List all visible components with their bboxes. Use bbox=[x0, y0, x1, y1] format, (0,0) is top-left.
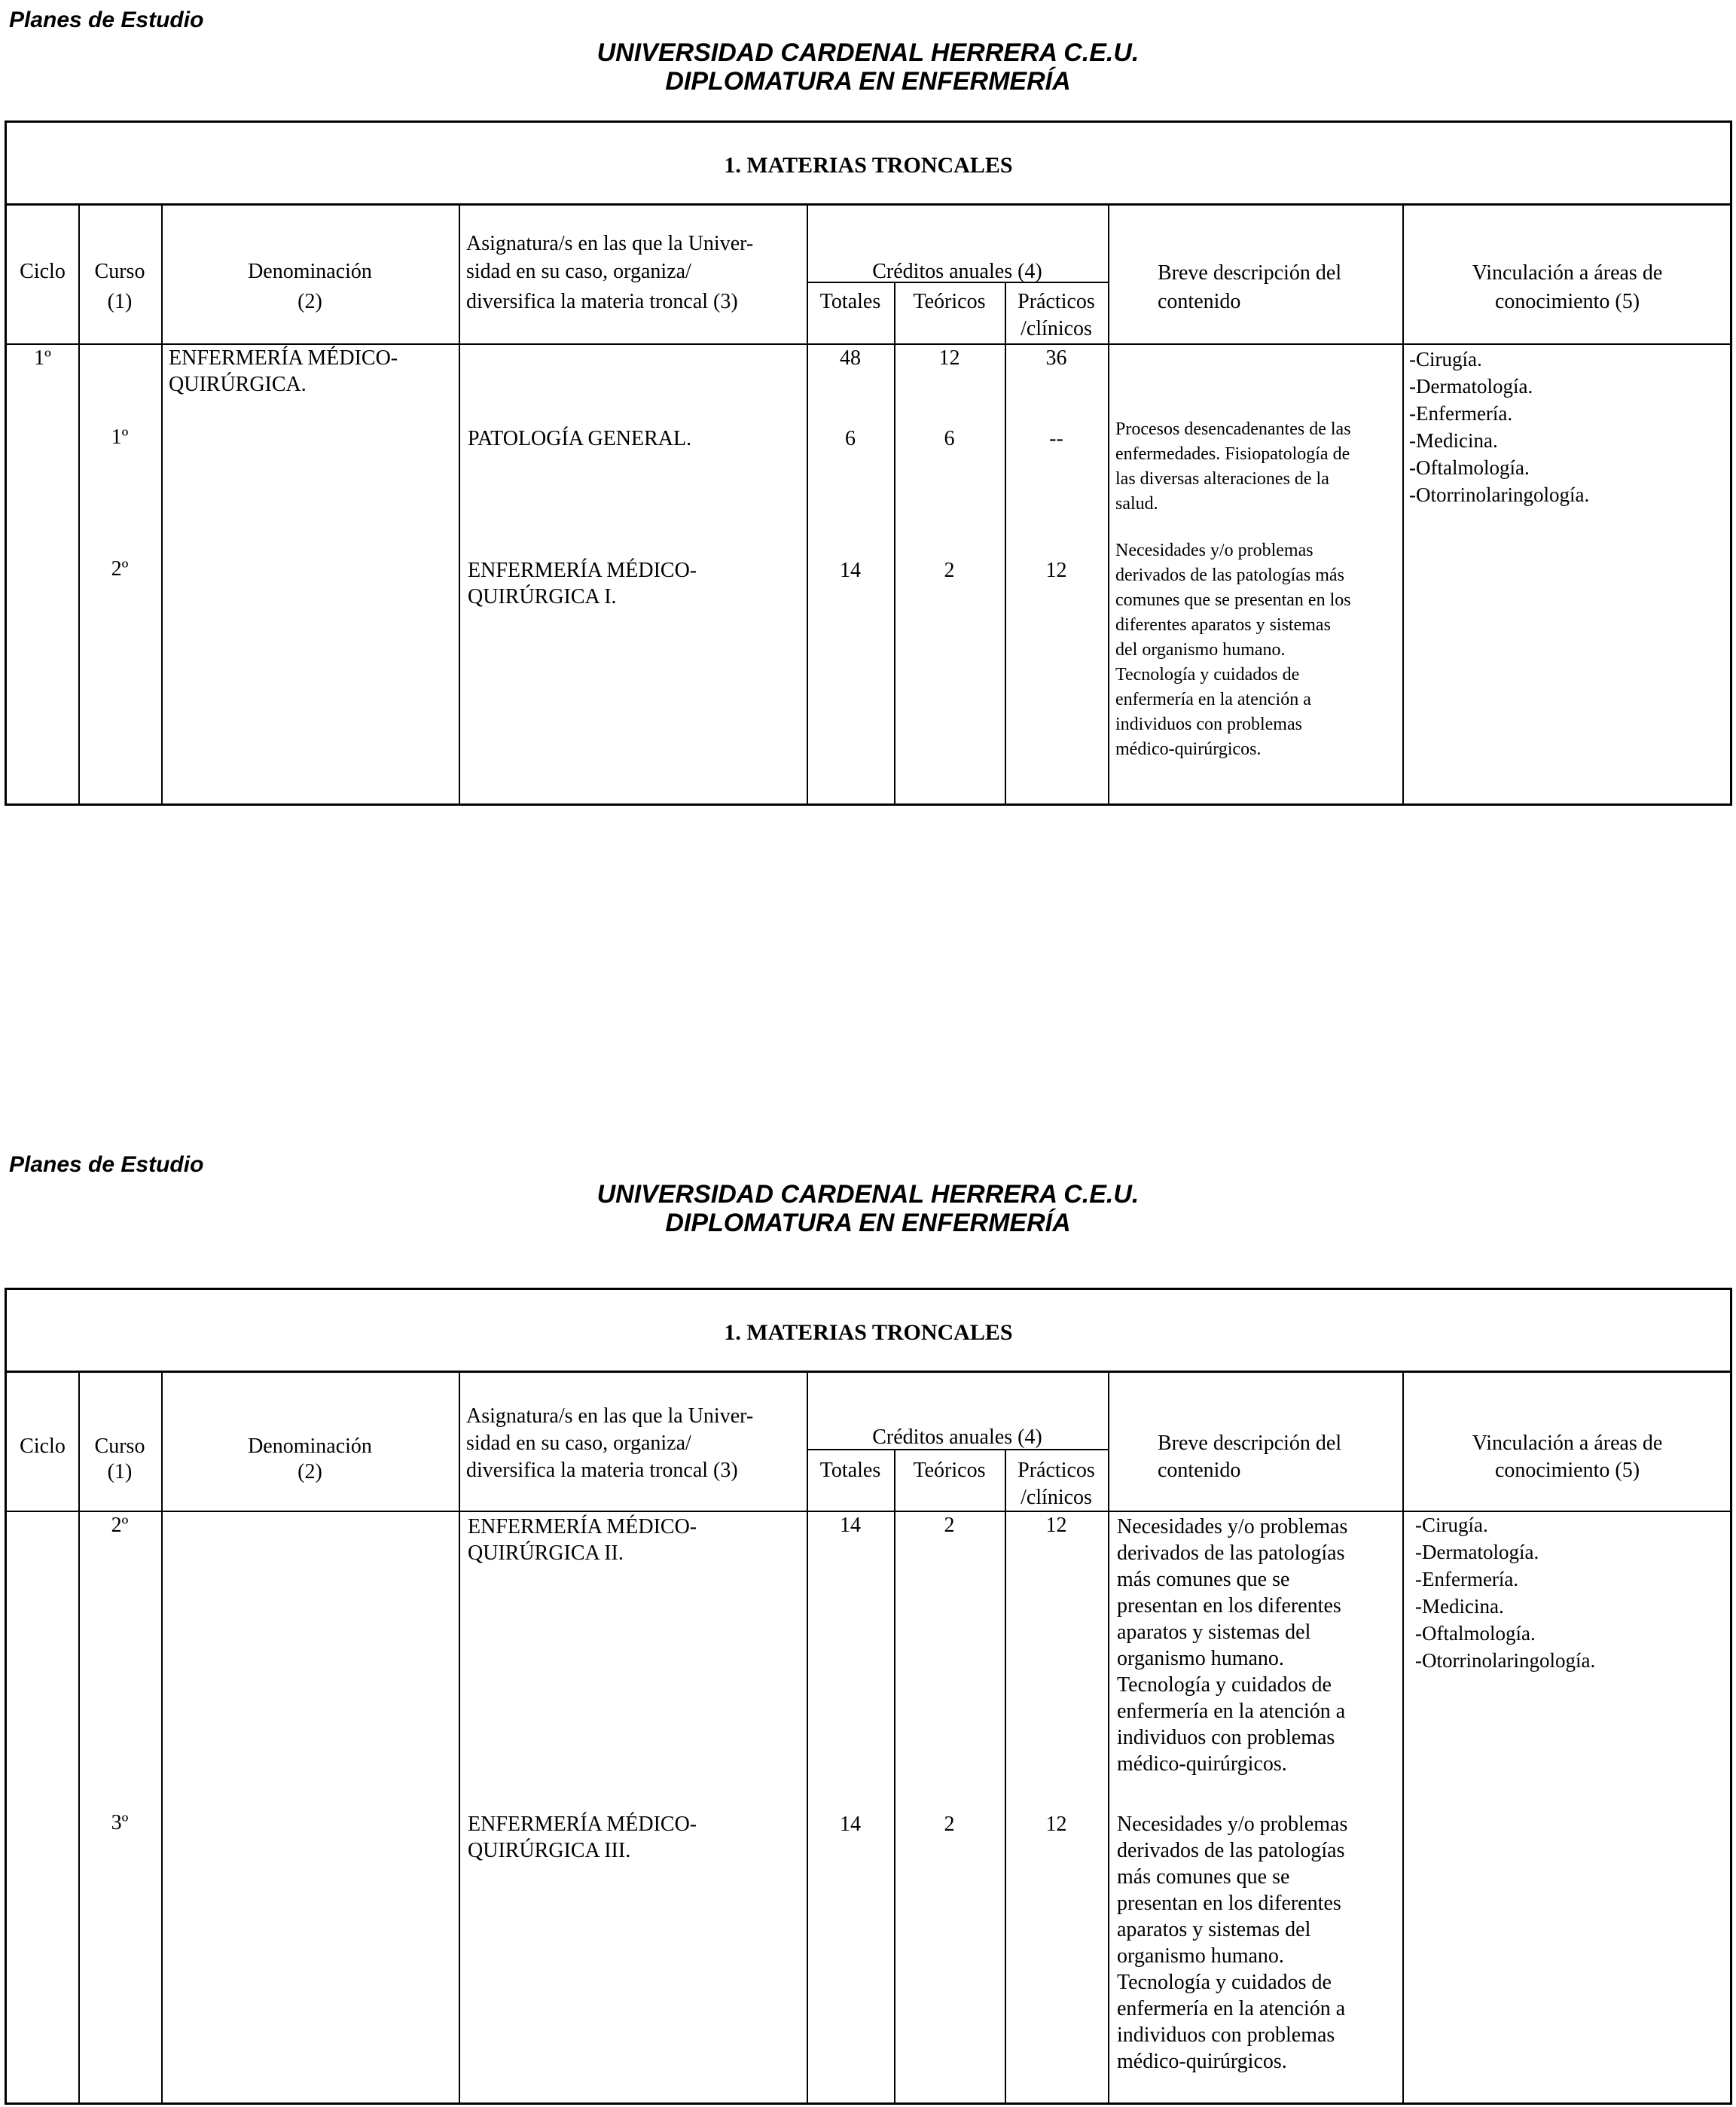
area-item: -Oftalmología. bbox=[1409, 456, 1530, 479]
area-item: -Enfermería. bbox=[1409, 402, 1513, 425]
area-item: -Medicina. bbox=[1409, 429, 1498, 452]
header-curso: Curso bbox=[94, 260, 145, 283]
asignatura-value: ENFERMERÍA MÉDICO- bbox=[468, 1515, 697, 1538]
curso-value: 2º bbox=[111, 557, 129, 581]
header-denominacion-note: (2) bbox=[297, 1460, 322, 1483]
descripcion-line: Tecnología y cuidados de bbox=[1117, 1971, 1332, 1994]
header-curso-note: (1) bbox=[107, 1460, 133, 1483]
header-asignatura: Asignatura/s en las que la Univer- bbox=[466, 1404, 754, 1428]
descripcion-line: organismo humano. bbox=[1117, 1647, 1284, 1670]
page-2 bbox=[0, 1145, 1736, 2107]
area-item: -Dermatología. bbox=[1415, 1541, 1539, 1563]
header-vinculacion: Vinculación a áreas de bbox=[1472, 261, 1663, 285]
header-teoricos: Teóricos bbox=[913, 290, 986, 313]
descripcion-line: Necesidades y/o problemas bbox=[1117, 1813, 1348, 1836]
table-title: 1. MATERIAS TRONCALES bbox=[724, 153, 1013, 178]
denominacion-value: ENFERMERÍA MÉDICO- bbox=[169, 346, 398, 370]
totales-value: 14 bbox=[840, 559, 861, 582]
university-title: UNIVERSIDAD CARDENAL HERRERA C.E.U. bbox=[596, 38, 1140, 67]
descripcion-line: enfermedades. Fisiopatología de bbox=[1115, 444, 1350, 464]
title-divider bbox=[7, 1371, 1730, 1373]
header-curso-note: (1) bbox=[107, 290, 133, 313]
header-denominacion-note: (2) bbox=[297, 290, 322, 313]
asignatura-value: QUIRÚRGICA I. bbox=[468, 585, 617, 608]
descripcion-line: Procesos desencadenantes de las bbox=[1115, 419, 1351, 439]
header-descripcion: contenido bbox=[1158, 1459, 1241, 1482]
col-divider bbox=[459, 1373, 460, 2102]
descripcion-line: del organismo humano. bbox=[1115, 640, 1286, 660]
header-creditos: Créditos anuales (4) bbox=[872, 1426, 1042, 1449]
descripcion-line: presentan en los diferentes bbox=[1117, 1594, 1341, 1618]
totales-value: 48 bbox=[840, 346, 861, 370]
header-teoricos: Teóricos bbox=[913, 1459, 986, 1482]
area-item: -Otorrinolaringología. bbox=[1415, 1649, 1596, 1672]
asignatura-value: QUIRÚRGICA II. bbox=[468, 1541, 624, 1565]
header-practicos: Prácticos bbox=[1017, 290, 1095, 313]
col-divider bbox=[1005, 1449, 1006, 2102]
descripcion-line: aparatos y sistemas del bbox=[1117, 1918, 1311, 1941]
descripcion-line: organismo humano. bbox=[1117, 1944, 1284, 1968]
header-practicos: /clínicos bbox=[1021, 317, 1092, 340]
descripcion-line: aparatos y sistemas del bbox=[1117, 1621, 1311, 1644]
area-item: -Dermatología. bbox=[1409, 375, 1533, 398]
header-descripcion: Breve descripción del bbox=[1158, 261, 1342, 285]
header-practicos: Prácticos bbox=[1017, 1459, 1095, 1482]
descripcion-line: individuos con problemas bbox=[1115, 715, 1302, 734]
descripcion-line: enfermería en la atención a bbox=[1117, 1700, 1346, 1723]
header-creditos: Créditos anuales (4) bbox=[872, 260, 1042, 283]
courses-table bbox=[5, 1288, 1732, 2105]
descripcion-line: individuos con problemas bbox=[1117, 2023, 1335, 2047]
descripcion-line: individuos con problemas bbox=[1117, 1726, 1335, 1749]
asignatura-value: PATOLOGÍA GENERAL. bbox=[468, 427, 692, 450]
header-denominacion: Denominación bbox=[248, 1435, 372, 1458]
practicos-value: 12 bbox=[1045, 1813, 1067, 1836]
teoricos-value: 6 bbox=[944, 427, 955, 450]
title-divider bbox=[7, 203, 1730, 206]
courses-table bbox=[5, 120, 1732, 806]
descripcion-line: médico-quirúrgicos. bbox=[1117, 2050, 1287, 2073]
practicos-value: -- bbox=[1049, 427, 1063, 450]
header-descripcion: contenido bbox=[1158, 290, 1241, 313]
asignatura-value: QUIRÚRGICA III. bbox=[468, 1839, 631, 1862]
page-1 bbox=[0, 0, 1736, 828]
area-item: -Enfermería. bbox=[1415, 1568, 1519, 1590]
header-ciclo: Ciclo bbox=[20, 260, 66, 283]
teoricos-value: 2 bbox=[944, 559, 955, 582]
descripcion-line: las diversas alteraciones de la bbox=[1115, 469, 1329, 489]
descripcion-line: salud. bbox=[1115, 494, 1158, 514]
plan-label: Planes de Estudio bbox=[9, 1152, 204, 1177]
descripcion-line: comunes que se presentan en los bbox=[1115, 590, 1351, 610]
header-asignatura: diversifica la materia troncal (3) bbox=[466, 290, 738, 313]
descripcion-line: enfermería en la atención a bbox=[1115, 690, 1311, 709]
header-descripcion: Breve descripción del bbox=[1158, 1432, 1342, 1455]
col-divider bbox=[894, 1449, 895, 2102]
area-item: -Otorrinolaringología. bbox=[1409, 483, 1590, 506]
totales-value: 6 bbox=[845, 427, 856, 450]
teoricos-value: 2 bbox=[944, 1813, 955, 1836]
descripcion-line: Tecnología y cuidados de bbox=[1115, 665, 1300, 685]
descripcion-line: más comunes que se bbox=[1117, 1568, 1290, 1591]
practicos-value: 36 bbox=[1045, 346, 1067, 370]
descripcion-line: Necesidades y/o problemas bbox=[1117, 1515, 1348, 1538]
descripcion-line: derivados de las patologías más bbox=[1115, 566, 1344, 585]
university-title: UNIVERSIDAD CARDENAL HERRERA C.E.U. bbox=[596, 1180, 1140, 1209]
header-denominacion: Denominación bbox=[248, 260, 372, 283]
descripcion-line: diferentes aparatos y sistemas bbox=[1115, 615, 1331, 635]
header-asignatura: Asignatura/s en las que la Univer- bbox=[466, 232, 754, 255]
area-item: -Oftalmología. bbox=[1415, 1622, 1536, 1645]
header-asignatura: sidad en su caso, organiza/ bbox=[466, 1432, 691, 1455]
practicos-value: 12 bbox=[1045, 1514, 1067, 1537]
descripcion-line: derivados de las patologías bbox=[1117, 1541, 1345, 1565]
col-divider bbox=[459, 206, 460, 803]
header-curso: Curso bbox=[94, 1435, 145, 1458]
area-item: -Medicina. bbox=[1415, 1595, 1504, 1618]
degree-title: DIPLOMATURA EN ENFERMERÍA bbox=[665, 1209, 1071, 1237]
plan-label: Planes de Estudio bbox=[9, 8, 204, 32]
header-vinculacion: Vinculación a áreas de bbox=[1472, 1432, 1663, 1455]
descripcion-line: derivados de las patologías bbox=[1117, 1839, 1345, 1862]
curso-value: 3º bbox=[111, 1811, 129, 1834]
teoricos-value: 2 bbox=[944, 1514, 955, 1537]
descripcion-line: enfermería en la atención a bbox=[1117, 1997, 1346, 2020]
degree-title: DIPLOMATURA EN ENFERMERÍA bbox=[665, 67, 1071, 96]
practicos-value: 12 bbox=[1045, 559, 1067, 582]
col-divider bbox=[1108, 1373, 1109, 2102]
descripcion-line: médico-quirúrgicos. bbox=[1115, 739, 1262, 759]
descripcion-line: presentan en los diferentes bbox=[1117, 1892, 1341, 1915]
teoricos-value: 12 bbox=[938, 346, 960, 370]
header-asignatura: diversifica la materia troncal (3) bbox=[466, 1459, 738, 1482]
descripcion-line: más comunes que se bbox=[1117, 1865, 1290, 1889]
header-ciclo: Ciclo bbox=[20, 1435, 66, 1458]
ciclo-value: 1º bbox=[34, 346, 51, 370]
area-item: -Cirugía. bbox=[1415, 1514, 1488, 1536]
asignatura-value: ENFERMERÍA MÉDICO- bbox=[468, 1813, 697, 1836]
denominacion-value: QUIRÚRGICA. bbox=[169, 373, 307, 396]
descripcion-line: Tecnología y cuidados de bbox=[1117, 1673, 1332, 1697]
curso-value: 1º bbox=[111, 425, 129, 449]
descripcion-line: Necesidades y/o problemas bbox=[1115, 541, 1313, 560]
header-totales: Totales bbox=[819, 1459, 881, 1482]
header-practicos: /clínicos bbox=[1021, 1486, 1092, 1509]
header-asignatura: sidad en su caso, organiza/ bbox=[466, 260, 691, 283]
totales-value: 14 bbox=[840, 1514, 861, 1537]
totales-value: 14 bbox=[840, 1813, 861, 1836]
descripcion-line: médico-quirúrgicos. bbox=[1117, 1752, 1287, 1776]
curso-value: 2º bbox=[111, 1514, 129, 1537]
area-item: -Cirugía. bbox=[1409, 348, 1482, 370]
header-vinculacion: conocimiento (5) bbox=[1494, 290, 1640, 313]
asignatura-value: ENFERMERÍA MÉDICO- bbox=[468, 559, 697, 582]
header-vinculacion: conocimiento (5) bbox=[1494, 1459, 1640, 1482]
table-title: 1. MATERIAS TRONCALES bbox=[724, 1320, 1013, 1345]
header-totales: Totales bbox=[819, 290, 881, 313]
col-divider bbox=[1108, 206, 1109, 803]
